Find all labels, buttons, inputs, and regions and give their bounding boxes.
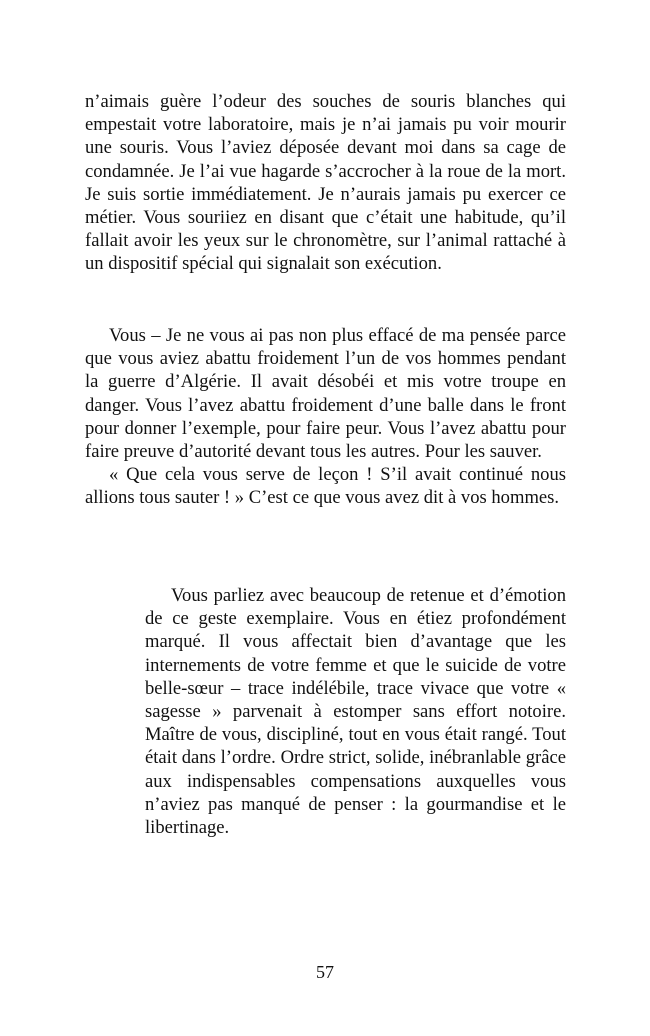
text-block-algeria [85, 324, 566, 510]
paragraph-algeria: Vous – Je ne vous ai pas non plus effacé de ma pensée parce que vous aviez abattu froidement l’un de vos hommes pendant la guerre d’Algérie. Il avait désobéi et mis votre troupe en danger. Vous l’avez abattu froidement d’une balle dans le front pour donner l’exemple, pour faire peur. Vous l’avez abattu pour faire preuve d’autorité devant tous les autres. Pour les sauver. [85, 325, 566, 463]
text-block-continuation [85, 90, 566, 276]
paragraph-quote: « Que cela vous serve de leçon ! S’il avait continué nous allions tous sauter ! » C’est ce que vous avez dit à vos hommes. [85, 464, 566, 509]
paragraph-laboratory: n’aimais guère l’odeur des souches de souris blanches qui empestait votre laboratoire, mais je n’ai jamais pu voir mourir une souris. Vous l’aviez déposée devant moi dans sa cage de condamnée. Je l’ai vue hagarde s’accrocher à la roue de la mort. Je suis sortie immédiatement. Je n’aurais jamais pu exercer ce métier. Vous souriiez en disant que c’était une habitude, qu’il fallait avoir les yeux sur le chronomètre, sur l’animal rattaché à un dispositif spécial qui signalait son exécution. [85, 91, 566, 275]
paragraph-restraint: Vous parliez avec beaucoup de retenue et d’émotion de ce geste exemplaire. Vous en étiez profondément marqué. Il vous affectait bien d’avantage que les internements de votre femme et que le suicide de votre belle-sœur – trace indélébile, trace vivace que votre « sagesse » parvenait à estomper sans effort notoire. Maître de vous, discipliné, tout en vous était rangé. Tout était dans l’ordre. Ordre strict, solide, inébranlable grâce aux indispensables compensations auxquelles vous n’aviez pas manqué de penser : la gourmandise et le libertinage. [145, 585, 566, 839]
text-block-indented [145, 584, 566, 839]
page-number: 57 [316, 962, 334, 982]
